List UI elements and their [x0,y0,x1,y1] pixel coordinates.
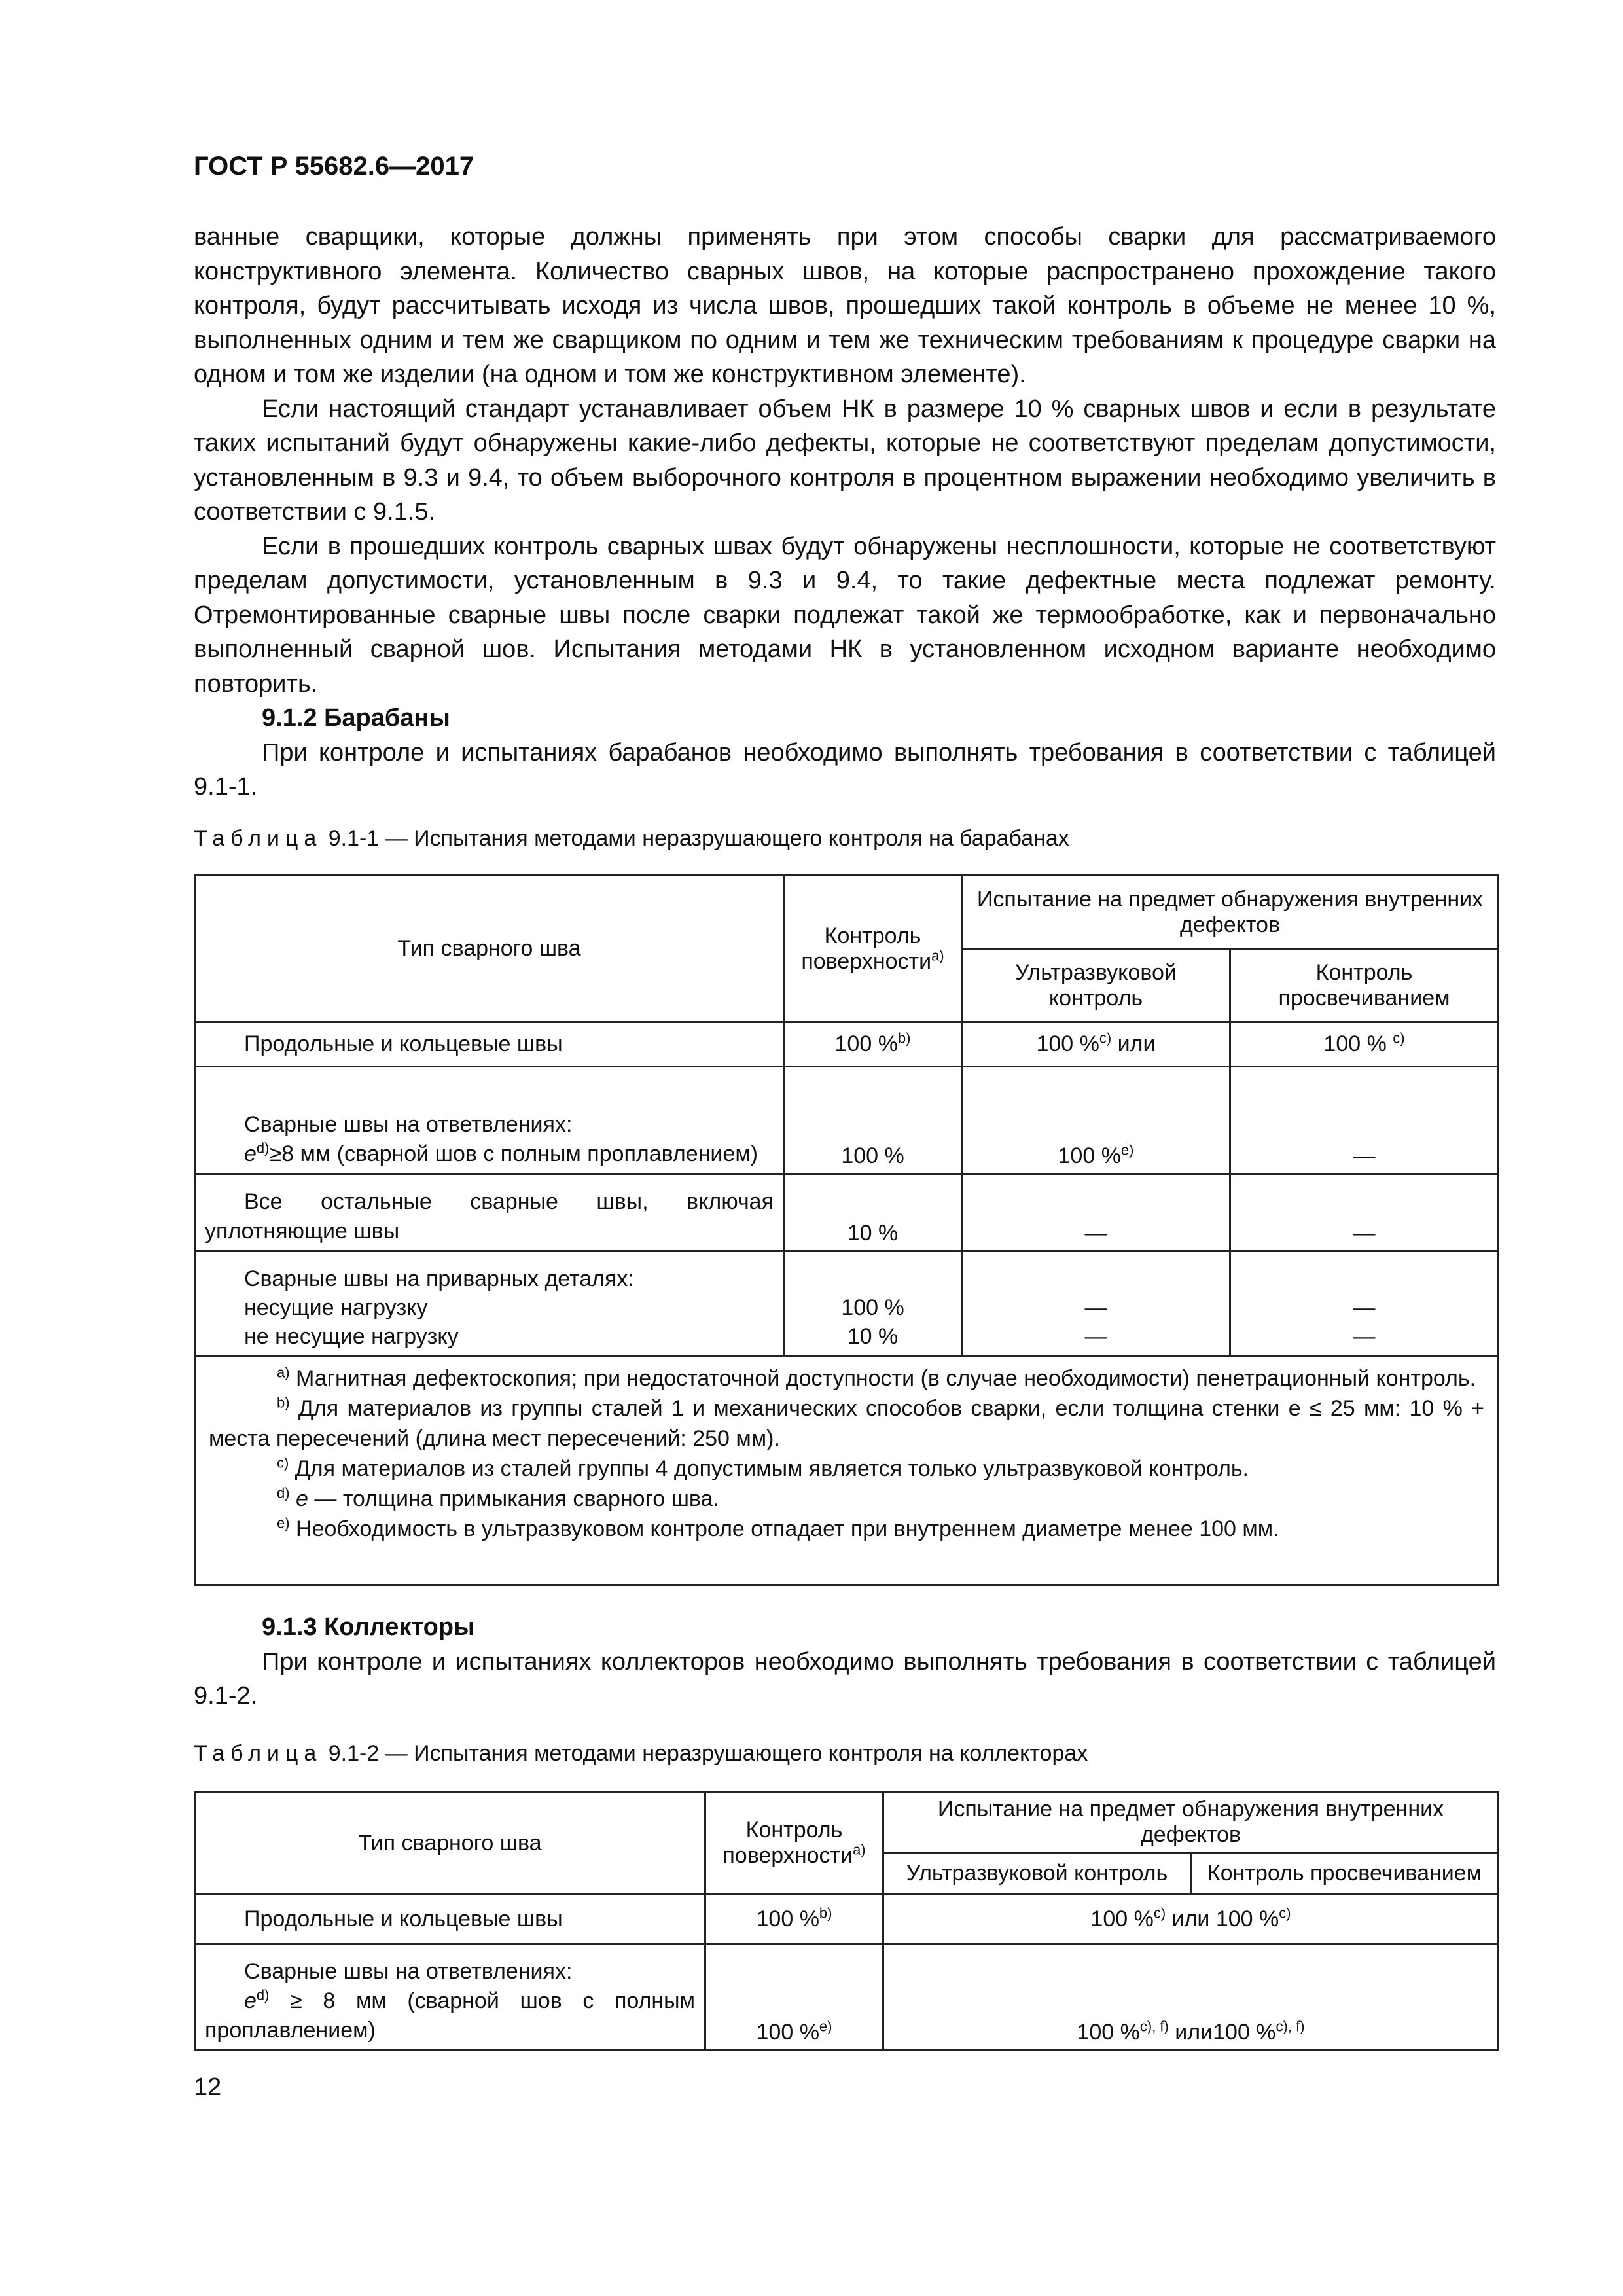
table-row [195,1022,1499,1067]
section-heading: 9.1.3 Коллекторы [262,1613,475,1641]
paragraph: При контроле и испытаниях барабанов необходимо выполнять требования в соответствии с таблицей 9.1-1. [194,738,1496,800]
cell-weld-type: Сварные швы на приварных деталях: несущие нагрузку не несущие нагрузку [195,1251,784,1356]
footnote-c: $^{c)}$ Для материалов из сталей группы 4 допустимым является только ультразвуковой контроль. [277,1454,1249,1481]
header-radiographic: Контроль просвечиванием [1191,1853,1499,1895]
footnote-b: $^{b)}$ Для материалов из группы сталей 1 и механических способов сварки, если толщина стенки e ≤ 25 мм: 10 % + места пересечений (длина мест пересечений: 250 мм). [209,1394,1485,1451]
table-notes-row [195,1356,1499,1585]
cell-weld-type: Продольные и кольцевые швы [195,1895,705,1945]
text-block-middle [194,1610,1496,1713]
header-surface-control: Контроль поверхности$^{a)}$ [705,1792,883,1895]
header-ultrasonic: Ультразвуковой контроль [962,949,1230,1022]
paragraph: При контроле и испытаниях коллекторов необходимо выполнять требования в соответствии с таблицей 9.1-2. [194,1647,1496,1710]
cell-radiographic: — [1230,1067,1499,1174]
cell-weld-type: Все остальные сварные швы, включая уплотняющие швы [195,1174,784,1251]
table-row [195,1945,1499,2051]
cell-internal: 100 %$^{c)}$ или 100 %$^{c)}$ [883,1895,1499,1945]
table-row [195,1251,1499,1356]
header-internal-defects: Испытание на предмет обнаружения внутренних дефектов [883,1792,1499,1853]
cell-radiographic: — — [1230,1251,1499,1356]
header-surface-control: Контроль поверхности$^{a)}$ [784,876,962,1022]
cell-ultrasonic: 100 %$^{c)}$ или [962,1022,1230,1067]
cell-weld-type: Сварные швы на ответвлениях: $e^{d)} \ge 8$ мм (сварной шов с полным проплавлением) [195,1945,705,2051]
header-radiographic: Контроль просвечиванием [1230,949,1499,1022]
document-header: ГОСТ Р 55682.6—2017 [194,152,474,181]
table-row [195,1067,1499,1174]
header-ultrasonic: Ультразвуковой контроль [883,1853,1191,1895]
header-weld-type: Тип сварного шва [195,1792,705,1895]
cell-ultrasonic: — — [962,1251,1230,1356]
cell-radiographic: 100 % $^{c)}$ [1230,1022,1499,1067]
page-number: 12 [194,2073,222,2101]
paragraph: ванные сварщики, которые должны применять при этом способы сварки для рассматриваемого конструктивного элемента. Количество сварных швов, на которые распространено прохождение такого контроля, будут рассчитывать исходя из числа швов, прошедших такой контроль в объеме не менее 10 %, выполненных одним и тем же сварщиком по одним и тем же техническим требованиям к процедуре сварки на одном и том же изделии (на одном и том же конструктивном элементе). [194,223,1496,388]
cell-radiographic: — [1230,1174,1499,1251]
paragraph: Если настоящий стандарт устанавливает объем НК в размере 10 % сварных швов и если в результате таких испытаний будут обнаружены какие-либо дефекты, которые не соответствуют пределам допустимости, установленным в 9.3 и 9.4, то объем выборочного контроля в процентном выражении необходимо увеличить в соответствии с 9.1.5. [194,395,1496,526]
cell-internal: 100 %$^{c), f)}$ или100 %$^{c), f)}$ [883,1945,1499,2051]
footnote-d: $^{d)}$ e — толщина примыкания сварного шва. [277,1484,719,1511]
cell-surface: 100 % [784,1067,962,1174]
footnote-a: $^{a)}$ Магнитная дефектоскопия; при недостаточной доступности (в случае необходимости) пенетрационный контроль. [277,1364,1476,1391]
cell-ultrasonic: — [962,1174,1230,1251]
caption-word: Таблица [194,826,323,851]
table-row [195,1174,1499,1251]
header-internal-defects: Испытание на предмет обнаружения внутренних дефектов [962,876,1499,949]
caption-text: 9.1-2 — Испытания методами неразрушающего контроля на коллекторах [328,1741,1088,1766]
cell-surface: 100 % 10 % [784,1251,962,1356]
table-9-1-1 [194,874,1499,1586]
cell-surface: 100 %$^{b)}$ [705,1895,883,1945]
caption-word: Таблица [194,1741,323,1766]
cell-ultrasonic: 100 %$^{e)}$ [962,1067,1230,1174]
cell-surface: 100 %$^{e)}$ [705,1945,883,2051]
text-block-top [194,220,1496,804]
table-caption [194,1741,1088,1767]
cell-weld-type: Продольные и кольцевые швы [195,1022,784,1067]
table-notes [195,1356,1499,1585]
cell-weld-type: Сварные швы на ответвлениях: $e^{d)}\ge 8$ мм (сварной шов с полным проплавлением) [195,1067,784,1174]
table-caption [194,826,1069,852]
table-row [195,1895,1499,1945]
caption-text: 9.1-1 — Испытания методами неразрушающего контроля на барабанах [328,826,1069,851]
footnote-e: $^{e)}$ Необходимость в ультразвуковом контроле отпадает при внутреннем диаметре менее 100 мм. [277,1515,1279,1541]
table-9-1-2 [194,1791,1499,2051]
header-weld-type: Тип сварного шва [195,876,784,1022]
paragraph: Если в прошедших контроль сварных швах будут обнаружены несплошности, которые не соответствуют пределам допустимости, установленным в 9.3 и 9.4, то такие дефектные места подлежат ремонту. Отремонтированные сварные швы после сварки подлежат такой же термообработке, как и первоначально выполненный сварной шов. Испытания методами НК в установленном исходном варианте необходимо повторить. [194,532,1496,698]
section-heading: 9.1.2 Барабаны [262,704,450,732]
cell-surface: 10 % [784,1174,962,1251]
cell-surface: 100 %$^{b)}$ [784,1022,962,1067]
